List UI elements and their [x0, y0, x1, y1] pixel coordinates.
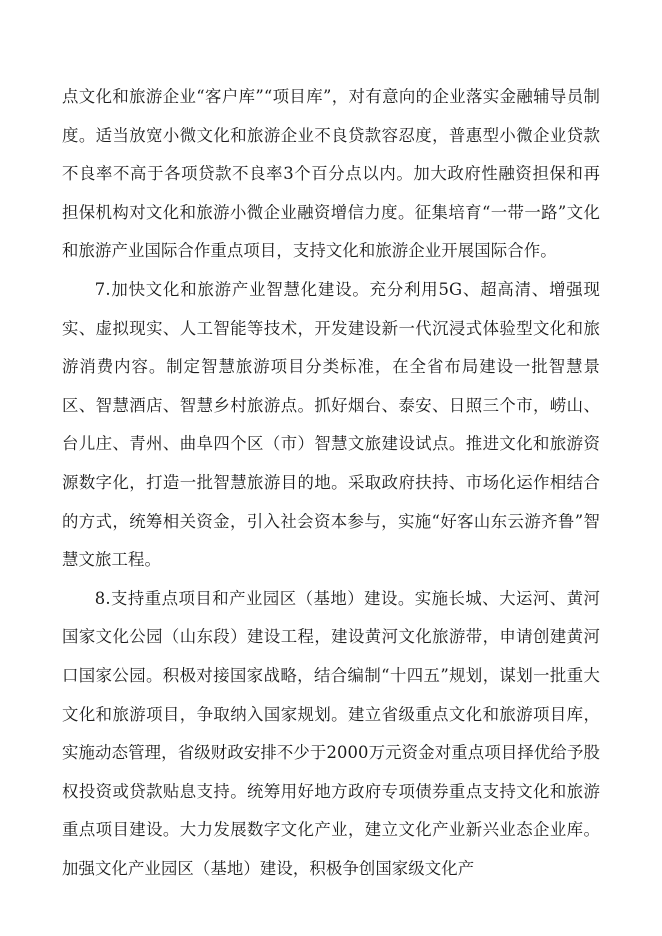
paragraph-item-8: 8.支持重点项目和产业园区（基地）建设。实施长城、大运河、黄河国家文化公园（山东段）建设工程，建设黄河文化旅游带，申请创建黄河口国家公园。积极对接国家战略，结合编制“十四五”规划，谋划一批重大文化和旅游项目，争取纳入国家规划。建立省级重点文化和旅游项目库，实施动态管理，省级财政安排不少于2000万元资金对重点项目择优给予股权投资或贷款贴息支持。统筹用好地方政府专项债券重点支持文化和旅游重点项目建设。大力发展数字文化产业，建立文化产业新兴业态企业库。加强文化产业园区（基地）建设，积极争创国家级文化产: [62, 588, 600, 878]
paragraph-item-7: 7.加快文化和旅游产业智慧化建设。充分利用5G、超高清、增强现实、虚拟现实、人工智能等技术，开发建设新一代沉浸式体验型文化和旅游消费内容。制定智慧旅游项目分类标准，在全省布局建设一批智慧景区、智慧酒店、智慧乡村旅游点。抓好烟台、泰安、日照三个市，崂山、台儿庄、青州、曲阜四个区（市）智慧文旅建设试点。推进文化和旅游资源数字化，打造一批智慧旅游目的地。采取政府扶持、市场化运作相结合的方式，统筹相关资金，引入社会资本参与，实施“好客山东云游齐鲁”智慧文旅工程。: [62, 279, 600, 570]
document-body: [62, 78, 600, 888]
paragraph-continued: 点文化和旅游企业“客户库”“项目库”，对有意向的企业落实金融辅导员制度。适当放宽小微文化和旅游企业不良贷款容忍度，普惠型小微企业贷款不良率不高于各项贷款不良率3个百分点以内。加大政府性融资担保和再担保机构对文化和旅游小微企业融资增信力度。征集培育“一带一路”文化和旅游产业国际合作重点项目，支持文化和旅游企业开展国际合作。: [62, 87, 600, 261]
